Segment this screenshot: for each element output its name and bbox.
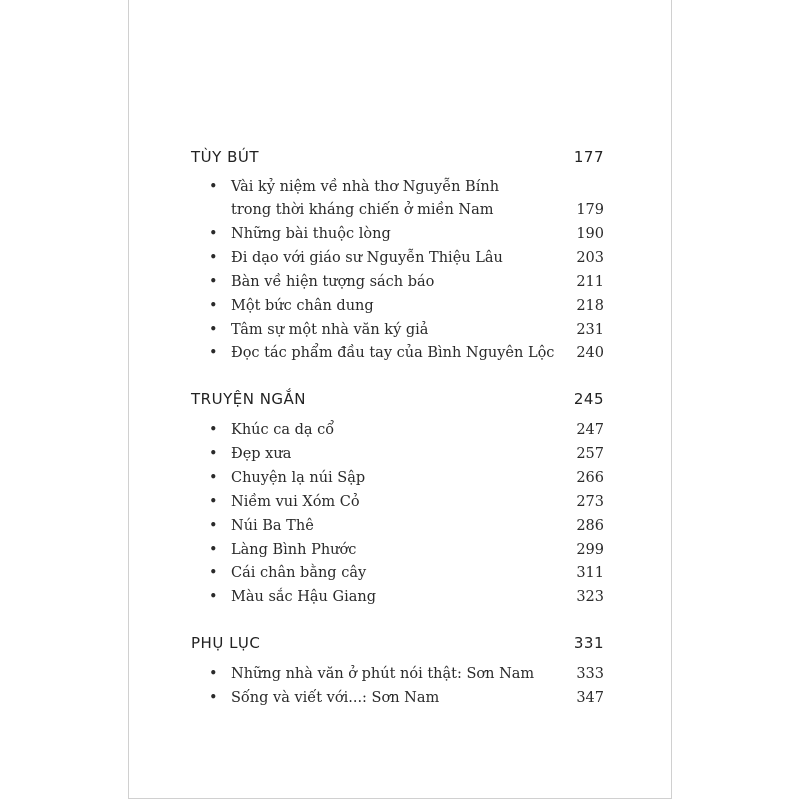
toc-entry	[201, 322, 604, 346]
entry-title: Một bức chân dung	[231, 298, 374, 314]
entry-title: Những nhà văn ở phút nói thật: Sơn Nam	[231, 666, 535, 682]
toc-entry	[201, 274, 604, 298]
bullet-icon: •	[209, 565, 218, 581]
entry-title: Màu sắc Hậu Giang	[231, 589, 376, 605]
entry-page-number: 311	[576, 565, 604, 581]
bullet-icon: •	[209, 690, 218, 706]
toc-entry	[201, 542, 604, 566]
entry-page-number: 257	[576, 446, 604, 462]
entry-title: Đi dạo với giáo sư Nguyễn Thiệu Lâu	[231, 250, 503, 266]
entry-title: Sống và viết với...: Sơn Nam	[231, 690, 440, 706]
entry-title: Núi Ba Thê	[231, 518, 314, 534]
toc-entry	[201, 250, 604, 274]
section-heading	[191, 634, 604, 656]
entry-page-number: 323	[576, 589, 604, 605]
toc-entry	[201, 565, 604, 589]
toc-entry	[201, 518, 604, 542]
entry-page-number: 190	[576, 226, 604, 242]
entry-page-number: 266	[576, 470, 604, 486]
entry-page-number: 273	[576, 494, 604, 510]
entry-title: Tâm sự một nhà văn ký giả	[231, 322, 429, 338]
toc-entry	[201, 422, 604, 446]
toc-entry	[201, 690, 604, 714]
toc-entry	[201, 298, 604, 322]
entry-page-number: 299	[576, 542, 604, 558]
section-title: PHỤ LỤC	[191, 634, 261, 652]
bullet-icon: •	[209, 470, 218, 486]
entry-page-number: 179	[576, 202, 604, 218]
toc-entry	[201, 666, 604, 690]
entry-title: Khúc ca dạ cổ	[231, 422, 335, 438]
section-page-number: 245	[573, 390, 604, 408]
section-title: TRUYỆN NGẮN	[191, 390, 307, 408]
toc-entry	[201, 470, 604, 494]
entry-page-number: 247	[576, 422, 604, 438]
entry-page-number: 211	[576, 274, 604, 290]
entry-title: Những bài thuộc lòng	[231, 226, 391, 242]
entry-title: Đẹp xưa	[231, 446, 292, 462]
bullet-icon: •	[209, 322, 218, 338]
bullet-icon: •	[209, 446, 218, 462]
bullet-icon: •	[209, 494, 218, 510]
section-page-number: 331	[573, 634, 604, 652]
bullet-icon: •	[209, 274, 218, 290]
toc-entry	[201, 345, 604, 369]
entry-title: Vài kỷ niệm về nhà thơ Nguyễn Bính	[231, 179, 500, 195]
toc-entry	[201, 446, 604, 470]
bullet-icon: •	[209, 345, 218, 361]
entry-title: Cái chân bằng cây	[231, 565, 367, 581]
entry-page-number: 203	[576, 250, 604, 266]
entry-title: Chuyện lạ núi Sập	[231, 470, 366, 486]
entry-title: Niềm vui Xóm Cỏ	[231, 494, 360, 510]
entry-title: Bàn về hiện tượng sách báo	[231, 274, 435, 290]
toc-entry	[201, 589, 604, 613]
entry-page-number: 218	[576, 298, 604, 314]
entry-page-number: 231	[576, 322, 604, 338]
section-heading	[191, 390, 604, 412]
section-title: TÙY BÚT	[191, 148, 260, 166]
section-heading	[191, 148, 604, 170]
bullet-icon: •	[209, 179, 218, 195]
section-page-number: 177	[573, 148, 604, 166]
toc-entry	[201, 179, 604, 203]
toc-entry	[201, 494, 604, 518]
entry-page-number: 333	[576, 666, 604, 682]
bullet-icon: •	[209, 589, 218, 605]
bullet-icon: •	[209, 518, 218, 534]
entry-page-number: 286	[576, 518, 604, 534]
toc-entry-continuation	[201, 202, 604, 226]
entry-title: trong thời kháng chiến ở miền Nam	[231, 202, 494, 218]
bullet-icon: •	[209, 298, 218, 314]
entry-title: Đọc tác phẩm đầu tay của Bình Nguyên Lộc	[231, 345, 555, 361]
bullet-icon: •	[209, 226, 218, 242]
entry-title: Làng Bình Phước	[231, 542, 357, 558]
bullet-icon: •	[209, 666, 218, 682]
entry-page-number: 347	[576, 690, 604, 706]
book-page	[128, 0, 672, 799]
entry-page-number: 240	[576, 345, 604, 361]
bullet-icon: •	[209, 422, 218, 438]
toc-entry	[201, 226, 604, 250]
bullet-icon: •	[209, 250, 218, 266]
bullet-icon: •	[209, 542, 218, 558]
